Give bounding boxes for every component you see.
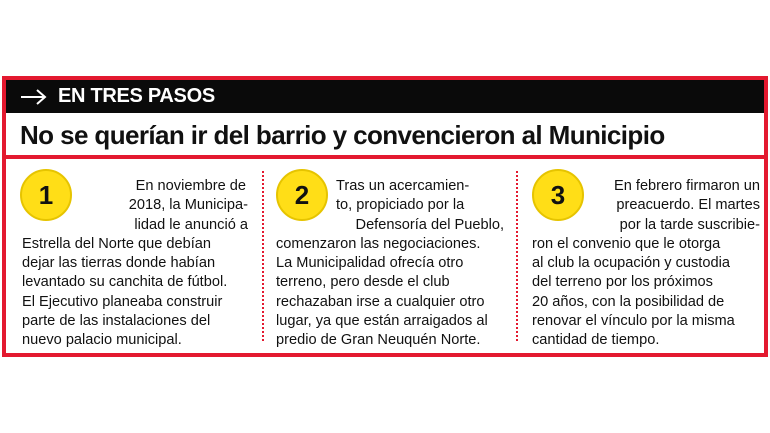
text-line: al club la ocupación y custodia — [532, 255, 730, 272]
step-text — [276, 177, 504, 351]
step-text — [532, 177, 760, 351]
text-line: En febrero firmaron un — [613, 178, 760, 194]
text-line: to, propiciado por la — [336, 197, 465, 214]
step-text — [22, 177, 248, 351]
info-box — [2, 76, 768, 357]
text-line: comenzaron las negociaciones. — [276, 235, 481, 252]
arrow-right-icon — [20, 88, 48, 106]
text-line: parte de las instalaciones del — [22, 313, 211, 330]
step-number-badge: 3 — [532, 169, 584, 221]
text-line: ron el convenio que le otorga — [532, 235, 721, 252]
text-line: 2018, la Municipa- — [128, 197, 248, 214]
steps-row — [6, 159, 764, 353]
text-line: Tras un acercamien- — [336, 178, 470, 194]
step-number-badge: 2 — [276, 169, 328, 221]
text-line: terreno, pero desde el club — [276, 274, 450, 291]
text-line: Defensoría del Pueblo, — [355, 216, 504, 233]
text-line: rechazaban irse a cualquier otro — [276, 293, 485, 310]
text-line: nuevo palacio municipal. — [22, 332, 182, 349]
text-line: preacuerdo. El martes — [616, 197, 760, 214]
step-number-badge: 1 — [20, 169, 72, 221]
step-3 — [514, 159, 764, 353]
text-line: dejar las tierras donde habían — [22, 255, 216, 272]
headline: No se querían ir del barrio y convencieron al Municipio — [20, 120, 665, 150]
step-2 — [260, 159, 514, 353]
text-line: cantidad de tiempo. — [532, 332, 660, 349]
text-line: En noviembre de — [135, 178, 246, 194]
section-bar — [6, 80, 764, 113]
text-line: 20 años, con la posibilidad de — [532, 293, 725, 310]
text-line: El Ejecutivo planeaba construir — [22, 293, 223, 310]
text-line: del terreno por los próximos — [532, 274, 713, 291]
text-line: Estrella del Norte que debían — [22, 235, 212, 252]
text-line: levantado su canchita de fútbol. — [22, 274, 228, 291]
text-line: predio de Gran Neuquén Norte. — [276, 332, 481, 349]
text-line: lidad le anunció a — [134, 216, 248, 233]
text-line: renovar el vínculo por la misma — [532, 313, 735, 330]
text-line: lugar, ya que están arraigados al — [276, 313, 488, 330]
text-line: La Municipalidad ofrecía otro — [276, 255, 464, 272]
text-line: por la tarde suscribie- — [619, 216, 760, 233]
step-1 — [6, 159, 260, 353]
section-label: EN TRES PASOS — [58, 85, 215, 107]
